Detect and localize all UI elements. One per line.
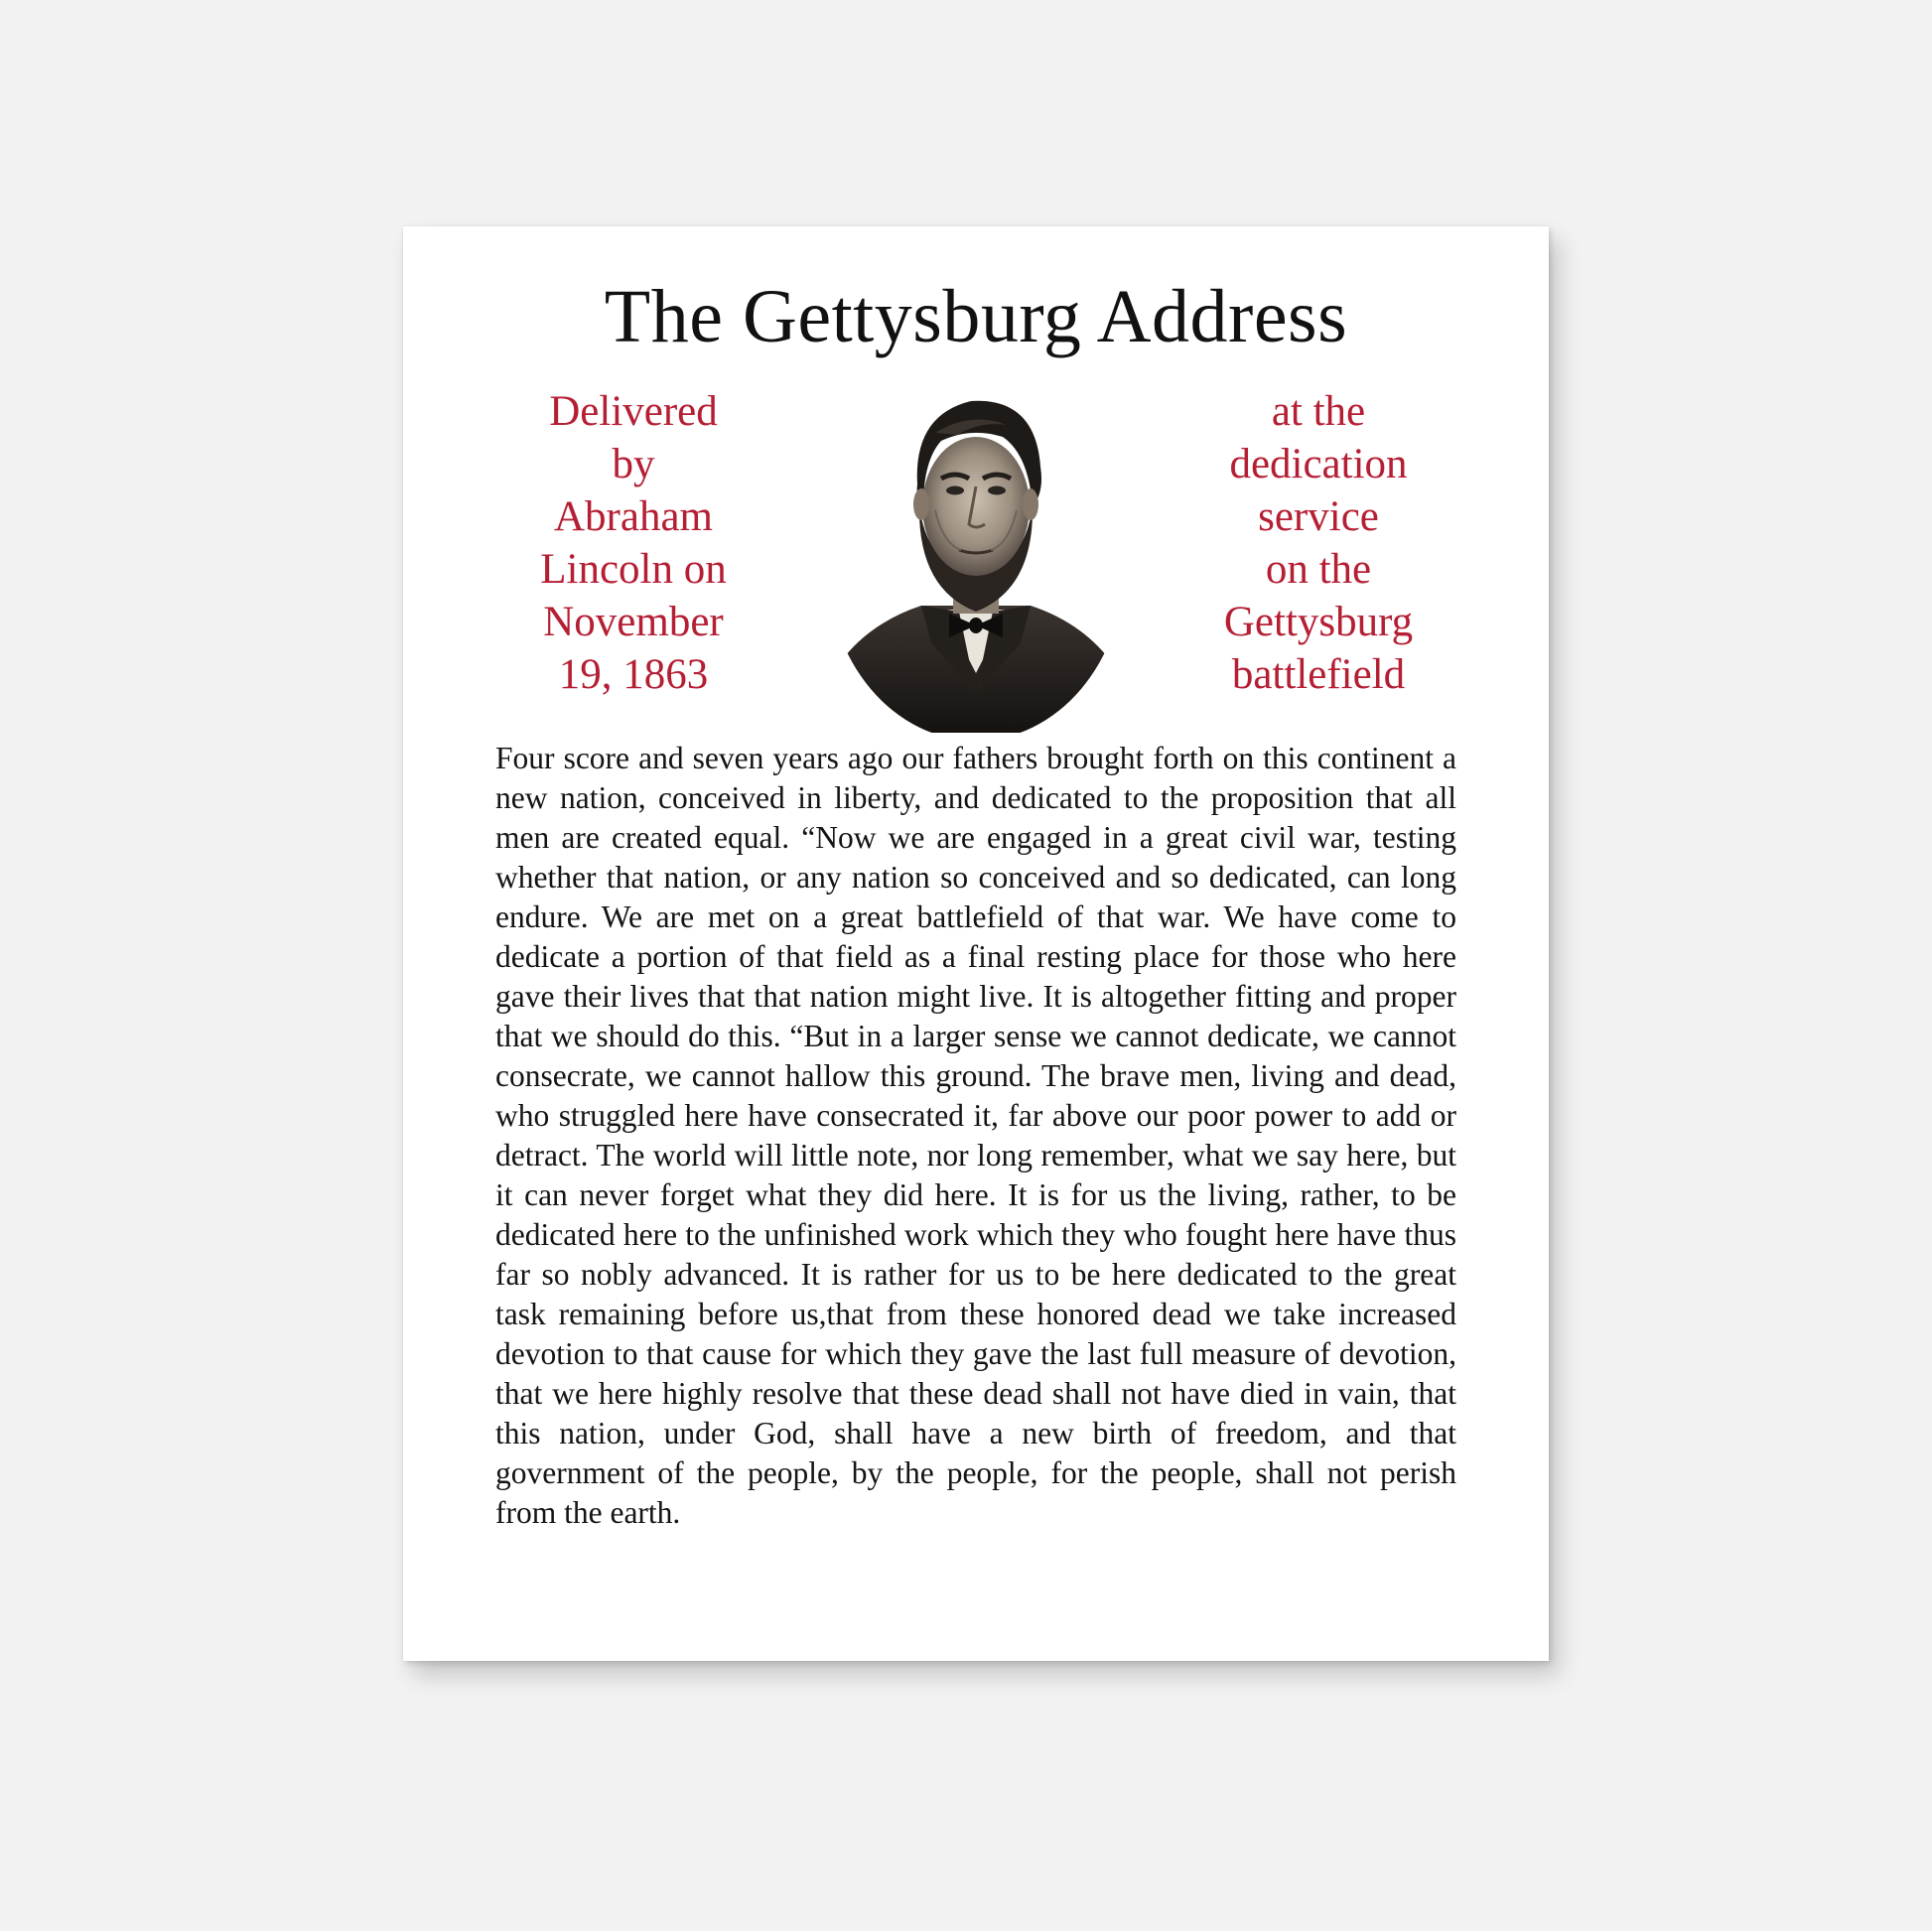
right-caption-line: dedication	[1229, 441, 1408, 487]
document-title: The Gettysburg Address	[604, 275, 1348, 358]
left-caption-line: Lincoln on	[540, 546, 727, 593]
left-caption-line: Abraham	[554, 493, 713, 540]
left-caption-line: by	[612, 441, 655, 487]
right-caption	[1184, 385, 1452, 701]
right-caption-line: at the	[1271, 388, 1366, 435]
lincoln-portrait-icon	[832, 375, 1120, 733]
left-caption-line: Delivered	[549, 388, 718, 435]
right-caption-line: battlefield	[1231, 651, 1406, 698]
right-caption-line: on the	[1265, 546, 1372, 593]
left-caption	[499, 385, 767, 701]
right-caption-line: service	[1258, 493, 1379, 540]
address-body-text: Four score and seven years ago our fathers brought forth on this continent a new nation, conceived in liberty, and dedicated to the proposition that all men are created equal. “Now we are engaged in a great civil war, testing whether that nation, or any nation so conceived and so dedicated, can long endure. We are met on a great battlefield of that war. We have come to dedicate a portion of that field as a final resting place for those who here gave their lives that that nation might live. It is altogether fitting and proper that we should do this. “But in a larger sense we cannot dedicate, we cannot consecrate, we cannot hallow this ground. The brave men, living and dead, who struggled here have consecrated it, far above our poor power to add or detract. The world will little note, nor long remember, what we say here, but it can never forget what they did here. It is for us the living, rather, to be dedicated here to the unfinished work which they who fought here have thus far so nobly advanced. It is rather for us to be here dedicated to the great task remaining before us,that from these honored dead we take increased devotion to that cause for which they gave the last full measure of devotion, that we here highly resolve that these dead shall not have died in vain, that this nation, under God, shall have a new birth of freedom, and that government of the people, by the people, for the people, shall not perish from the earth.	[495, 741, 1456, 1530]
right-caption-line: Gettysburg	[1223, 599, 1414, 645]
left-caption-line: 19, 1863	[558, 651, 709, 698]
canvas-print	[403, 226, 1549, 1661]
left-caption-line: November	[543, 599, 724, 645]
